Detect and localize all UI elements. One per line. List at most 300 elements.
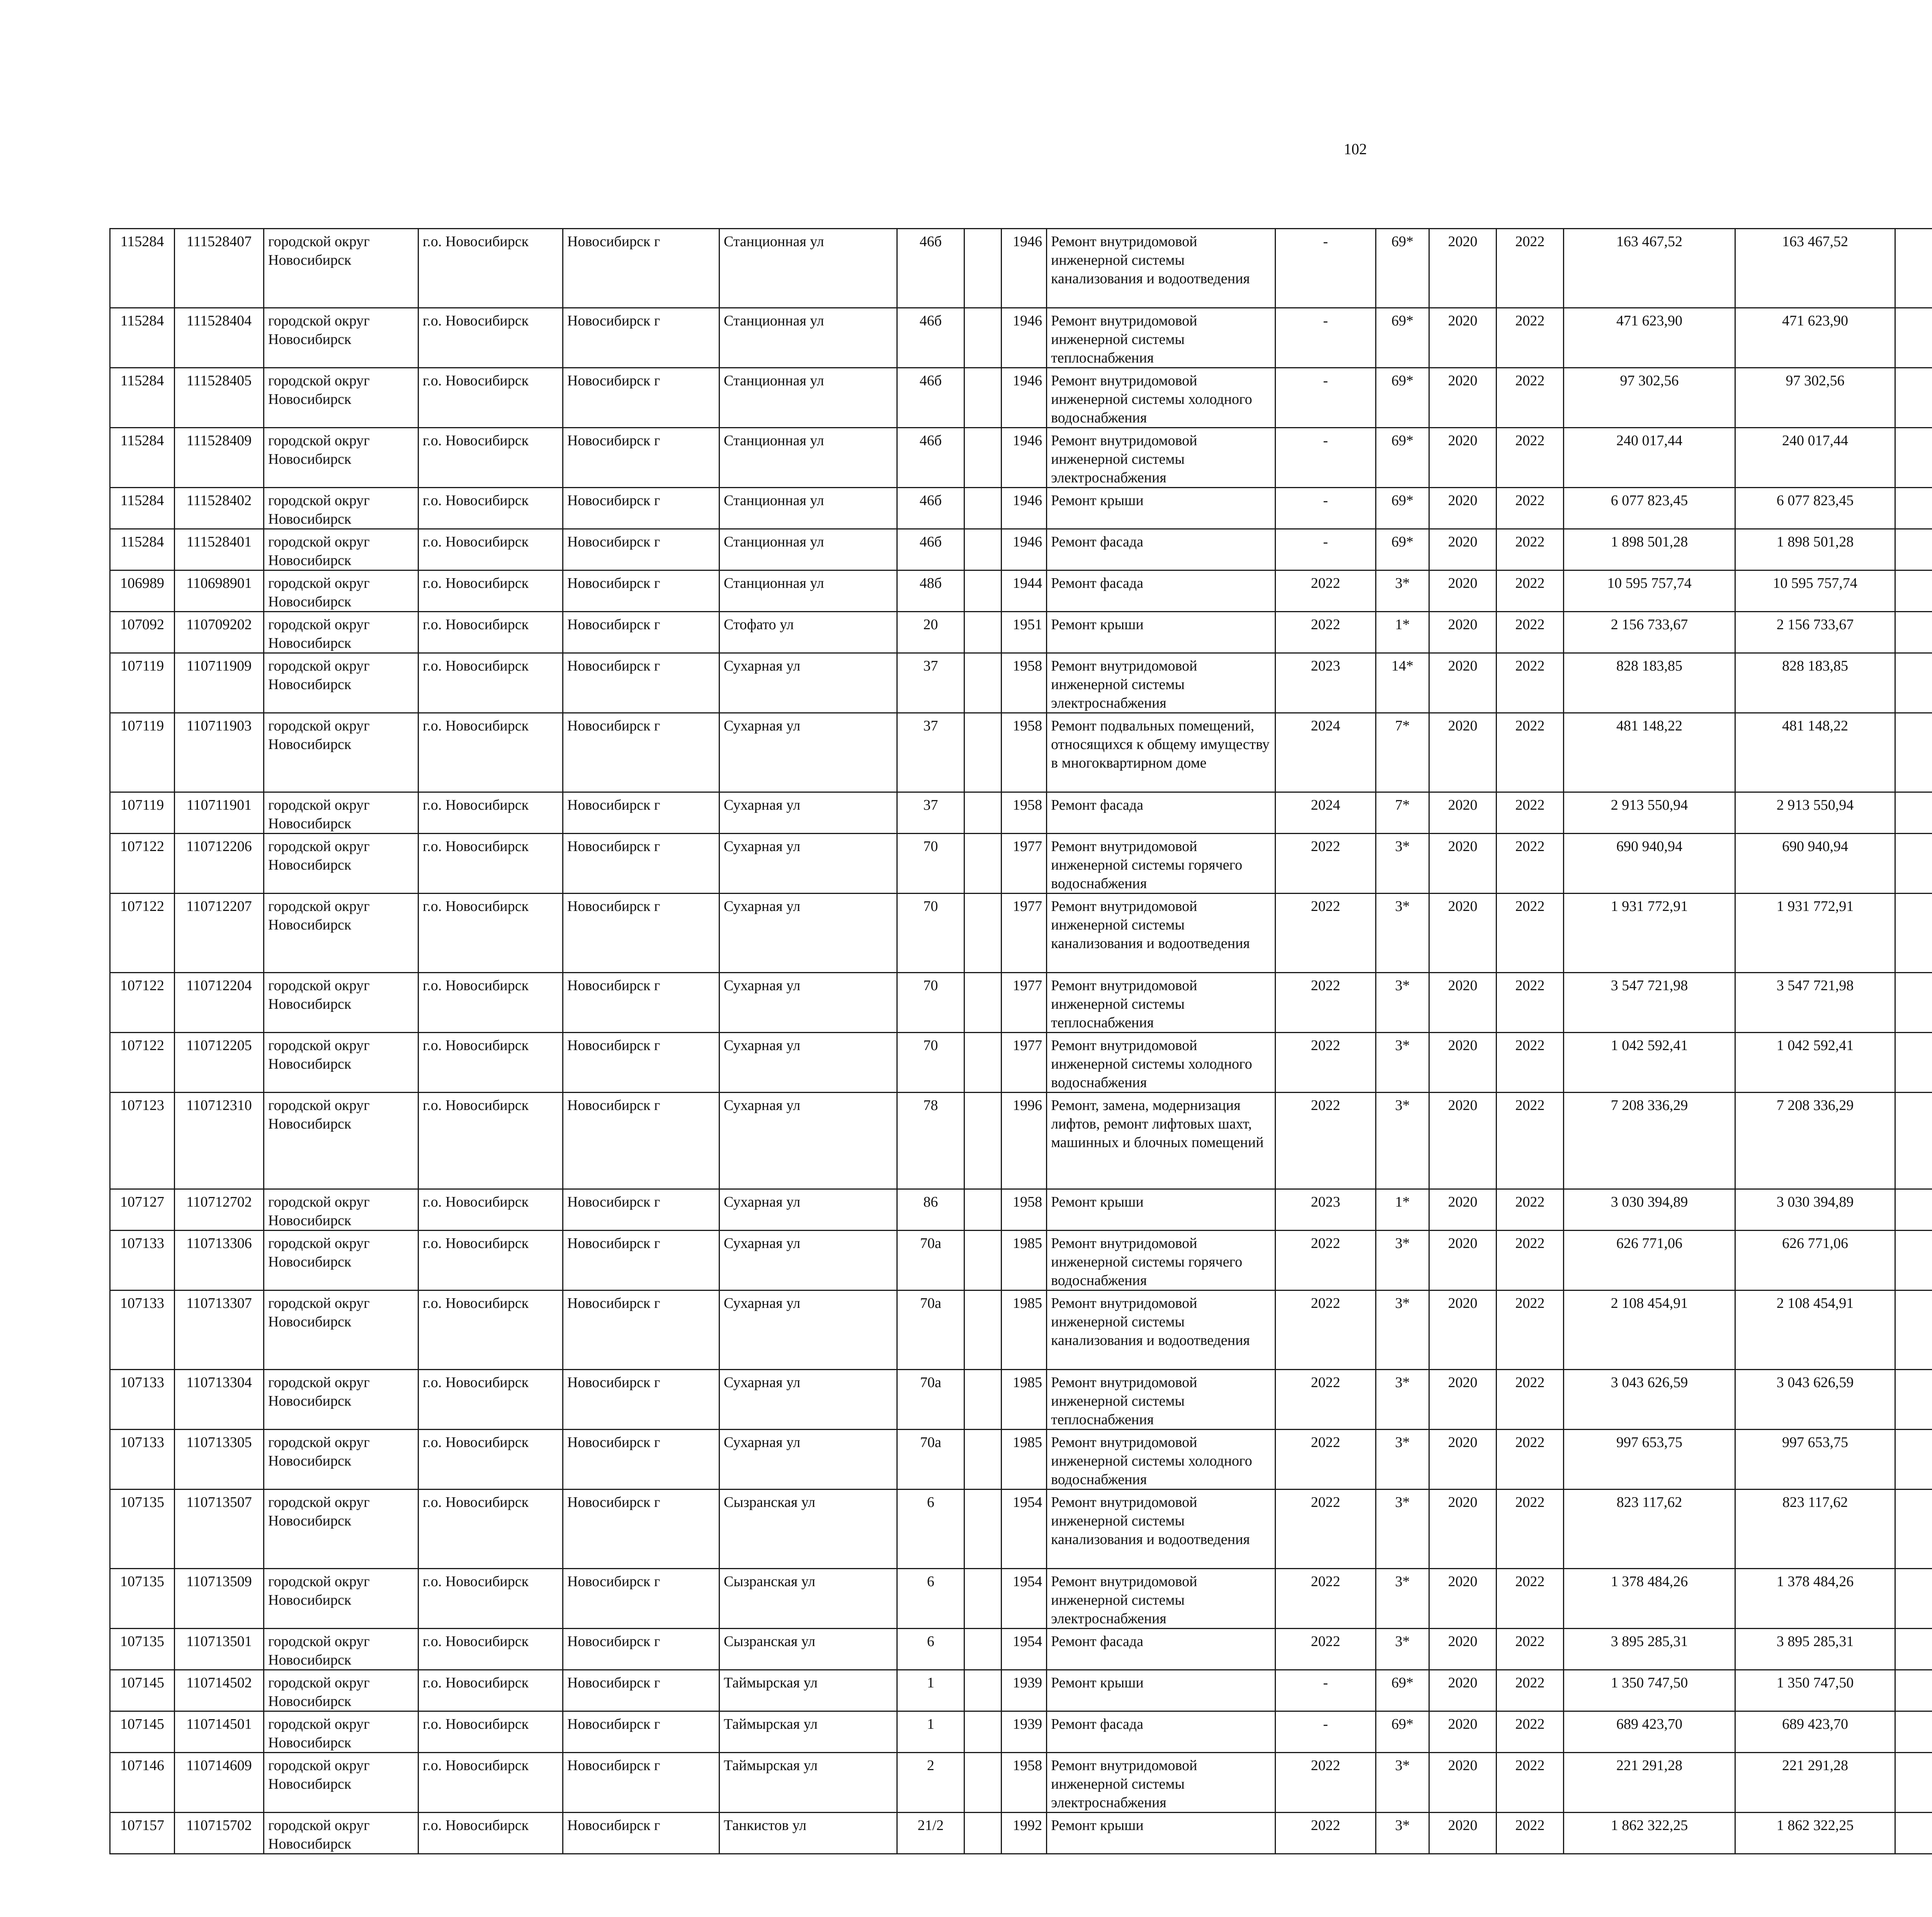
cell-planned-year: 2022 [1276,1290,1376,1370]
cell-street: Сызранская ул [719,1629,897,1670]
cell-municipality: городской округ Новосибирск [264,894,418,973]
cell-build-year: 1996 [1002,1093,1047,1189]
cell-priority: 3* [1376,1490,1429,1569]
cell-municipality: городской округ Новосибирск [264,1231,418,1290]
cell-build-year: 1951 [1002,612,1047,653]
cell-start-year: 2020 [1429,368,1497,428]
cell-build-year: 1958 [1002,792,1047,834]
cell-work-type: Ремонт внутридомовой инженерной системы теплоснабжения [1047,1370,1276,1430]
cell-priority: 3* [1376,834,1429,894]
cell-municipality: городской округ Новосибирск [264,1813,418,1854]
cell-house-number: 70а [897,1231,964,1290]
cell-settlement: Новосибирск г [563,1670,719,1711]
cell-regional-budget [1895,368,1932,428]
cell-planned-year: 2022 [1276,1033,1376,1093]
cell-municipality: городской округ Новосибирск [264,1629,418,1670]
cell-house-number: 1 [897,1711,964,1753]
cell-street: Сухарная ул [719,894,897,973]
cell-house-number: 46б [897,428,964,488]
cell-priority: 69* [1376,229,1429,308]
cell-start-year: 2020 [1429,1711,1497,1753]
cell-end-year: 2022 [1497,1430,1564,1490]
cell-work-id: 110714502 [175,1670,264,1711]
cell-work-id: 110713304 [175,1370,264,1430]
cell-start-year: 2020 [1429,894,1497,973]
cell-work-type: Ремонт фасада [1047,570,1276,612]
cell-building [964,713,1002,792]
cell-settlement: Новосибирск г [563,612,719,653]
cell-settlement: Новосибирск г [563,1753,719,1813]
cell-house-number: 6 [897,1629,964,1670]
cell-build-year: 1985 [1002,1370,1047,1430]
cell-building [964,1290,1002,1370]
table-row [110,1290,1932,1370]
cell-total-cost: 240 017,44 [1564,428,1735,488]
cell-regional-budget [1895,1290,1932,1370]
cell-city-district: г.о. Новосибирск [418,1033,563,1093]
cell-end-year: 2022 [1497,428,1564,488]
cell-object-id: 115284 [110,428,175,488]
cell-fund-cost: 7 208 336,29 [1735,1093,1895,1189]
table-row [110,1093,1932,1189]
cell-end-year: 2022 [1497,1711,1564,1753]
cell-build-year: 1977 [1002,834,1047,894]
cell-building [964,1813,1002,1854]
cell-regional-budget [1895,612,1932,653]
table-row [110,834,1932,894]
cell-start-year: 2020 [1429,1093,1497,1189]
cell-regional-budget [1895,1753,1932,1813]
capital-repair-table [109,228,1932,1854]
cell-object-id: 107133 [110,1370,175,1430]
cell-build-year: 1958 [1002,713,1047,792]
cell-settlement: Новосибирск г [563,1490,719,1569]
cell-total-cost: 221 291,28 [1564,1753,1735,1813]
cell-end-year: 2022 [1497,792,1564,834]
cell-planned-year: 2023 [1276,653,1376,713]
cell-work-type: Ремонт фасада [1047,529,1276,570]
cell-work-type: Ремонт внутридомовой инженерной системы холодного водоснабжения [1047,1430,1276,1490]
table-row [110,1490,1932,1569]
cell-work-type: Ремонт крыши [1047,1813,1276,1854]
cell-building [964,1490,1002,1569]
cell-work-id: 110712206 [175,834,264,894]
cell-total-cost: 1 378 484,26 [1564,1569,1735,1629]
cell-municipality: городской округ Новосибирск [264,1093,418,1189]
cell-work-type: Ремонт фасада [1047,1711,1276,1753]
cell-build-year: 1977 [1002,1033,1047,1093]
cell-end-year: 2022 [1497,1093,1564,1189]
cell-end-year: 2022 [1497,653,1564,713]
cell-priority: 69* [1376,428,1429,488]
cell-fund-cost: 689 423,70 [1735,1711,1895,1753]
cell-end-year: 2022 [1497,488,1564,529]
table-row [110,1189,1932,1231]
cell-object-id: 115284 [110,229,175,308]
cell-work-type: Ремонт подвальных помещений, относящихся к общему имуществу в многоквартирном доме [1047,713,1276,792]
cell-city-district: г.о. Новосибирск [418,653,563,713]
cell-build-year: 1946 [1002,368,1047,428]
cell-planned-year: 2022 [1276,973,1376,1033]
cell-planned-year: - [1276,488,1376,529]
cell-priority: 69* [1376,368,1429,428]
cell-fund-cost: 1 350 747,50 [1735,1670,1895,1711]
table-row [110,1813,1932,1854]
cell-municipality: городской округ Новосибирск [264,1490,418,1569]
cell-end-year: 2022 [1497,834,1564,894]
cell-house-number: 6 [897,1490,964,1569]
cell-regional-budget [1895,1629,1932,1670]
cell-municipality: городской округ Новосибирск [264,1711,418,1753]
cell-planned-year: - [1276,1711,1376,1753]
cell-municipality: городской округ Новосибирск [264,1569,418,1629]
table-row [110,1629,1932,1670]
cell-street: Сухарная ул [719,973,897,1033]
cell-fund-cost: 626 771,06 [1735,1231,1895,1290]
cell-planned-year: 2022 [1276,1753,1376,1813]
cell-end-year: 2022 [1497,308,1564,368]
cell-building [964,1670,1002,1711]
cell-total-cost: 471 623,90 [1564,308,1735,368]
cell-building [964,894,1002,973]
cell-regional-budget [1895,488,1932,529]
cell-build-year: 1946 [1002,308,1047,368]
cell-regional-budget [1895,653,1932,713]
cell-house-number: 70а [897,1290,964,1370]
cell-planned-year: - [1276,1670,1376,1711]
cell-work-id: 110698901 [175,570,264,612]
cell-object-id: 107122 [110,1033,175,1093]
cell-city-district: г.о. Новосибирск [418,1490,563,1569]
cell-house-number: 46б [897,529,964,570]
cell-house-number: 46б [897,488,964,529]
cell-build-year: 1977 [1002,973,1047,1033]
cell-fund-cost: 1 862 322,25 [1735,1813,1895,1854]
cell-build-year: 1946 [1002,488,1047,529]
cell-start-year: 2020 [1429,1629,1497,1670]
cell-total-cost: 1 862 322,25 [1564,1813,1735,1854]
cell-planned-year: 2022 [1276,1231,1376,1290]
cell-start-year: 2020 [1429,973,1497,1033]
cell-city-district: г.о. Новосибирск [418,834,563,894]
cell-priority: 1* [1376,1189,1429,1231]
cell-settlement: Новосибирск г [563,1189,719,1231]
cell-municipality: городской округ Новосибирск [264,1430,418,1490]
cell-regional-budget [1895,1670,1932,1711]
cell-object-id: 107092 [110,612,175,653]
cell-end-year: 2022 [1497,1490,1564,1569]
cell-street: Таймырская ул [719,1670,897,1711]
cell-end-year: 2022 [1497,612,1564,653]
cell-object-id: 107135 [110,1629,175,1670]
cell-municipality: городской округ Новосибирск [264,792,418,834]
cell-fund-cost: 997 653,75 [1735,1430,1895,1490]
cell-municipality: городской округ Новосибирск [264,973,418,1033]
cell-building [964,1569,1002,1629]
cell-building [964,1093,1002,1189]
cell-build-year: 1939 [1002,1670,1047,1711]
cell-priority: 3* [1376,973,1429,1033]
table-row [110,612,1932,653]
cell-work-id: 111528405 [175,368,264,428]
cell-work-id: 110714609 [175,1753,264,1813]
cell-building [964,529,1002,570]
cell-end-year: 2022 [1497,1569,1564,1629]
cell-city-district: г.о. Новосибирск [418,529,563,570]
cell-municipality: городской округ Новосибирск [264,1670,418,1711]
cell-start-year: 2020 [1429,612,1497,653]
cell-municipality: городской округ Новосибирск [264,529,418,570]
cell-work-id: 111528401 [175,529,264,570]
cell-house-number: 1 [897,1670,964,1711]
table-row [110,713,1932,792]
cell-street: Станционная ул [719,488,897,529]
cell-settlement: Новосибирск г [563,1569,719,1629]
cell-building [964,428,1002,488]
cell-street: Таймырская ул [719,1711,897,1753]
cell-priority: 3* [1376,1033,1429,1093]
cell-priority: 69* [1376,1711,1429,1753]
cell-work-id: 110712702 [175,1189,264,1231]
cell-street: Сухарная ул [719,653,897,713]
cell-work-id: 110712310 [175,1093,264,1189]
cell-settlement: Новосибирск г [563,894,719,973]
cell-fund-cost: 97 302,56 [1735,368,1895,428]
cell-municipality: городской округ Новосибирск [264,368,418,428]
cell-work-id: 110713509 [175,1569,264,1629]
cell-start-year: 2020 [1429,1290,1497,1370]
cell-object-id: 107145 [110,1670,175,1711]
cell-priority: 3* [1376,1430,1429,1490]
cell-work-type: Ремонт фасада [1047,1629,1276,1670]
cell-city-district: г.о. Новосибирск [418,1629,563,1670]
cell-house-number: 48б [897,570,964,612]
cell-planned-year: 2022 [1276,1490,1376,1569]
cell-build-year: 1992 [1002,1813,1047,1854]
cell-work-type: Ремонт крыши [1047,1189,1276,1231]
cell-work-type: Ремонт внутридомовой инженерной системы теплоснабжения [1047,308,1276,368]
cell-planned-year: - [1276,428,1376,488]
cell-start-year: 2020 [1429,428,1497,488]
cell-regional-budget [1895,792,1932,834]
cell-city-district: г.о. Новосибирск [418,1430,563,1490]
cell-work-type: Ремонт крыши [1047,612,1276,653]
cell-start-year: 2020 [1429,653,1497,713]
cell-total-cost: 690 940,94 [1564,834,1735,894]
cell-fund-cost: 10 595 757,74 [1735,570,1895,612]
cell-street: Сухарная ул [719,713,897,792]
cell-building [964,1033,1002,1093]
cell-street: Таймырская ул [719,1753,897,1813]
cell-start-year: 2020 [1429,1813,1497,1854]
cell-total-cost: 626 771,06 [1564,1231,1735,1290]
cell-work-id: 110712207 [175,894,264,973]
cell-city-district: г.о. Новосибирск [418,1813,563,1854]
cell-work-id: 110711901 [175,792,264,834]
cell-work-id: 111528407 [175,229,264,308]
cell-object-id: 115284 [110,308,175,368]
cell-fund-cost: 471 623,90 [1735,308,1895,368]
cell-work-id: 110709202 [175,612,264,653]
cell-building [964,1231,1002,1290]
cell-building [964,368,1002,428]
cell-fund-cost: 240 017,44 [1735,428,1895,488]
cell-total-cost: 7 208 336,29 [1564,1093,1735,1189]
cell-regional-budget [1895,1370,1932,1430]
cell-work-id: 110714501 [175,1711,264,1753]
cell-building [964,792,1002,834]
cell-street: Сухарная ул [719,1231,897,1290]
cell-fund-cost: 3 043 626,59 [1735,1370,1895,1430]
cell-object-id: 107122 [110,894,175,973]
cell-start-year: 2020 [1429,1189,1497,1231]
cell-house-number: 46б [897,229,964,308]
table-row [110,428,1932,488]
cell-regional-budget [1895,529,1932,570]
cell-object-id: 107123 [110,1093,175,1189]
cell-house-number: 78 [897,1093,964,1189]
cell-object-id: 107133 [110,1231,175,1290]
cell-build-year: 1939 [1002,1711,1047,1753]
cell-priority: 3* [1376,1370,1429,1430]
cell-city-district: г.о. Новосибирск [418,1290,563,1370]
cell-end-year: 2022 [1497,1189,1564,1231]
cell-regional-budget [1895,894,1932,973]
cell-end-year: 2022 [1497,1629,1564,1670]
cell-object-id: 107135 [110,1569,175,1629]
cell-work-type: Ремонт внутридомовой инженерной системы электроснабжения [1047,1569,1276,1629]
cell-end-year: 2022 [1497,1753,1564,1813]
cell-street: Сухарная ул [719,792,897,834]
cell-build-year: 1985 [1002,1430,1047,1490]
cell-fund-cost: 1 378 484,26 [1735,1569,1895,1629]
cell-work-id: 110715702 [175,1813,264,1854]
cell-city-district: г.о. Новосибирск [418,713,563,792]
cell-house-number: 86 [897,1189,964,1231]
cell-end-year: 2022 [1497,1370,1564,1430]
cell-work-id: 110713306 [175,1231,264,1290]
cell-work-id: 111528404 [175,308,264,368]
cell-regional-budget [1895,1490,1932,1569]
cell-work-id: 110712205 [175,1033,264,1093]
cell-settlement: Новосибирск г [563,1629,719,1670]
cell-street: Сухарная ул [719,1189,897,1231]
cell-priority: 3* [1376,1231,1429,1290]
cell-fund-cost: 1 931 772,91 [1735,894,1895,973]
cell-city-district: г.о. Новосибирск [418,973,563,1033]
cell-object-id: 107119 [110,792,175,834]
cell-fund-cost: 3 030 394,89 [1735,1189,1895,1231]
cell-work-id: 110713305 [175,1430,264,1490]
cell-end-year: 2022 [1497,570,1564,612]
cell-end-year: 2022 [1497,368,1564,428]
cell-fund-cost: 1 898 501,28 [1735,529,1895,570]
cell-priority: 7* [1376,713,1429,792]
cell-settlement: Новосибирск г [563,834,719,894]
cell-object-id: 107135 [110,1490,175,1569]
cell-street: Сызранская ул [719,1490,897,1569]
cell-house-number: 70а [897,1430,964,1490]
cell-city-district: г.о. Новосибирск [418,570,563,612]
cell-regional-budget [1895,570,1932,612]
cell-start-year: 2020 [1429,834,1497,894]
cell-object-id: 107122 [110,973,175,1033]
cell-object-id: 107145 [110,1711,175,1753]
cell-settlement: Новосибирск г [563,308,719,368]
cell-total-cost: 2 108 454,91 [1564,1290,1735,1370]
cell-priority: 69* [1376,488,1429,529]
cell-city-district: г.о. Новосибирск [418,428,563,488]
cell-planned-year: 2023 [1276,1189,1376,1231]
cell-total-cost: 2 913 550,94 [1564,792,1735,834]
cell-municipality: городской округ Новосибирск [264,612,418,653]
cell-regional-budget [1895,1033,1932,1093]
cell-work-type: Ремонт внутридомовой инженерной системы электроснабжения [1047,653,1276,713]
cell-regional-budget [1895,1093,1932,1189]
cell-municipality: городской округ Новосибирск [264,428,418,488]
cell-object-id: 107127 [110,1189,175,1231]
table-row [110,1370,1932,1430]
cell-total-cost: 2 156 733,67 [1564,612,1735,653]
cell-work-type: Ремонт крыши [1047,488,1276,529]
cell-regional-budget [1895,1189,1932,1231]
cell-start-year: 2020 [1429,308,1497,368]
cell-total-cost: 1 350 747,50 [1564,1670,1735,1711]
table-row [110,1430,1932,1490]
cell-object-id: 107119 [110,713,175,792]
cell-fund-cost: 6 077 823,45 [1735,488,1895,529]
cell-building [964,570,1002,612]
table-row [110,570,1932,612]
cell-fund-cost: 163 467,52 [1735,229,1895,308]
cell-build-year: 1954 [1002,1569,1047,1629]
cell-end-year: 2022 [1497,1033,1564,1093]
cell-end-year: 2022 [1497,1670,1564,1711]
cell-priority: 69* [1376,529,1429,570]
cell-fund-cost: 823 117,62 [1735,1490,1895,1569]
cell-house-number: 70 [897,973,964,1033]
cell-street: Сухарная ул [719,1370,897,1430]
cell-total-cost: 997 653,75 [1564,1430,1735,1490]
cell-total-cost: 1 042 592,41 [1564,1033,1735,1093]
cell-city-district: г.о. Новосибирск [418,1093,563,1189]
cell-planned-year: 2022 [1276,834,1376,894]
cell-city-district: г.о. Новосибирск [418,1711,563,1753]
cell-work-type: Ремонт внутридомовой инженерной системы электроснабжения [1047,1753,1276,1813]
cell-municipality: городской округ Новосибирск [264,1290,418,1370]
cell-build-year: 1946 [1002,428,1047,488]
cell-city-district: г.о. Новосибирск [418,368,563,428]
cell-fund-cost: 3 895 285,31 [1735,1629,1895,1670]
table-row [110,1753,1932,1813]
cell-settlement: Новосибирск г [563,1430,719,1490]
cell-total-cost: 1 931 772,91 [1564,894,1735,973]
cell-house-number: 2 [897,1753,964,1813]
cell-work-id: 110711909 [175,653,264,713]
table-row [110,1569,1932,1629]
cell-municipality: городской округ Новосибирск [264,653,418,713]
cell-priority: 3* [1376,1569,1429,1629]
cell-municipality: городской округ Новосибирск [264,570,418,612]
cell-object-id: 106989 [110,570,175,612]
cell-work-type: Ремонт внутридомовой инженерной системы холодного водоснабжения [1047,368,1276,428]
cell-building [964,612,1002,653]
cell-total-cost: 10 595 757,74 [1564,570,1735,612]
cell-building [964,973,1002,1033]
cell-total-cost: 823 117,62 [1564,1490,1735,1569]
cell-work-type: Ремонт внутридомовой инженерной системы теплоснабжения [1047,973,1276,1033]
cell-end-year: 2022 [1497,1813,1564,1854]
